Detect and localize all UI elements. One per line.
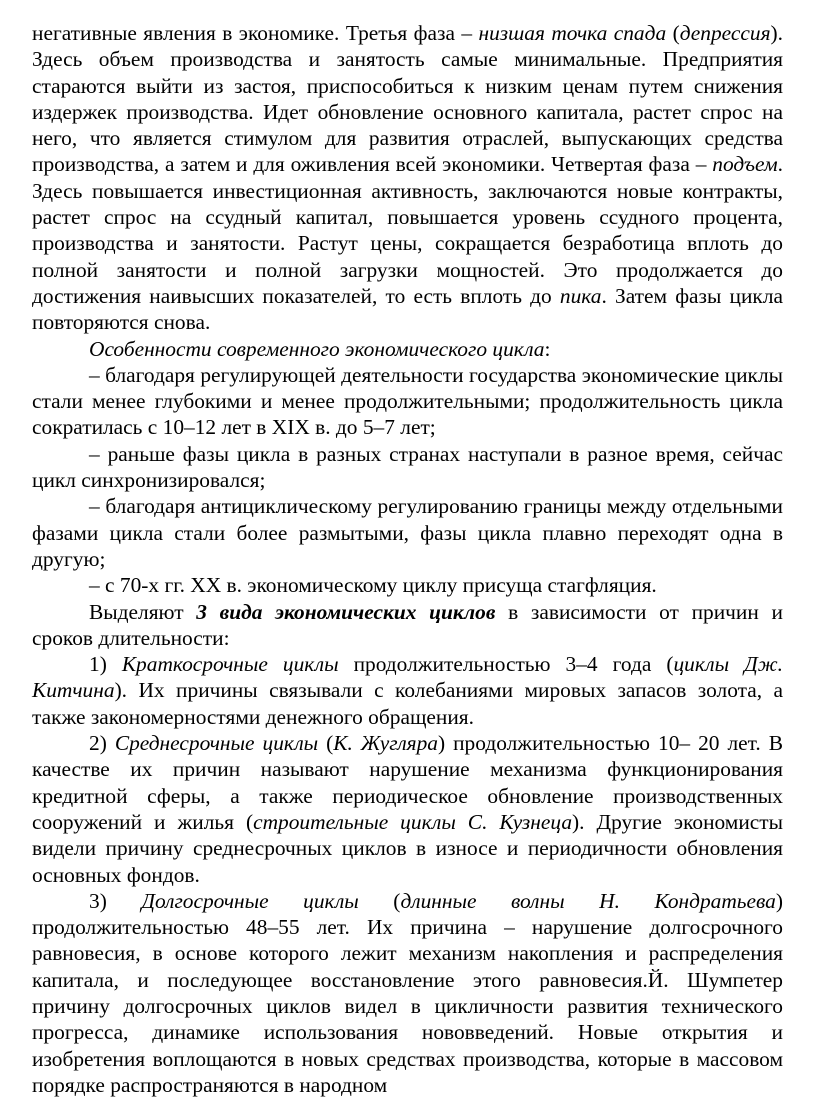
term-peak: пика [559, 283, 602, 308]
features-item-3: – благодаря антициклическому регулированию границы между отдельными фазами цикла стали более размытыми, фазы цикла плавно переходят одна в другую; [32, 494, 783, 571]
types-intro-emphasis: 3 вида экономических циклов [196, 599, 496, 624]
cycle-type-long: 3) Долгосрочные циклы (длинные волны Н. Кондратьева) продолжительностью 48–55 лет. Их причина – нарушение долгосрочного равновесия, в основе которого лежит механизм накопления и распределения капитала, и последующее восстановление этого равновесия.Й. Шумпетер причину долгосрочных циклов видел в цикличности развития технического прогресса, динамике использования нововведений. Новые открытия и изобретения воплощаются в новых средствах производства, которые в массовом порядке распространяются в народном [32, 888, 783, 1097]
term-rise: подъем [712, 152, 778, 177]
features-item-2: – раньше фазы цикла в разных странах наступали в разное время, сейчас цикл синхронизировался; [32, 441, 783, 493]
term-depression: депрессия [679, 21, 771, 45]
features-item-1: – благодаря регулирующей деятельности государства экономические циклы стали менее глубокими и менее продолжительными; продолжительность цикла сократилась с 10–12 лет в XIX в. до 5–7 лет; [32, 362, 783, 440]
cycle-type-medium: 2) Среднесрочные циклы (К. Жугляра) продолжительностью 10– 20 лет. В качестве их причин называют нарушение механизма функционирования кредитной сферы, а также периодическое обновление производственных сооружений и жилья (строительные циклы С. Кузнеца). Другие экономисты видели причину среднесрочных циклов в износе и периодичности обновления основных фондов. [32, 731, 783, 887]
paragraph-phases: негативные явления в экономике. Третья фаза – низшая точка спада (депрессия). Здесь объем производства и занятость самые минимальные. Предприятия стараются выйти из застоя, приспособиться к низким ценам путем снижения издержек производства. Идет обновление основного капитала, растет спрос на него, что является стимулом для развития отраслей, выпускающих средства производства, а затем и для оживления всей экономики. Четвертая фаза – подъем. Здесь повышается инвестиционная активность, заключаются новые контракты, растет спрос на ссудный капитал, повышается уровень ссудного процента, производства и занятости. Растут цены, сокращается безработица вплоть до полной занятости и полной загрузки мощностей. Это продолжается до достижения наивысших показателей, то есть вплоть до пика. Затем фазы цикла повторяются снова. [32, 21, 783, 335]
types-intro: Выделяют 3 вида экономических циклов в зависимости от причин и сроков длительности: [32, 599, 783, 650]
features-item-4: – с 70-х гг. XX в. экономическому циклу присуща стагфляция. [89, 573, 657, 598]
term-lowest-point: низшая точка спада [478, 21, 667, 45]
features-heading: Особенности современного экономического цикла: [89, 336, 551, 361]
cycle-type-short: 1) Краткосрочные циклы продолжительностью 3–4 года (циклы Дж. Китчина). Их причины связывали с колебаниями мировых запасов золота, а также закономерностями денежного обращения. [32, 652, 783, 729]
